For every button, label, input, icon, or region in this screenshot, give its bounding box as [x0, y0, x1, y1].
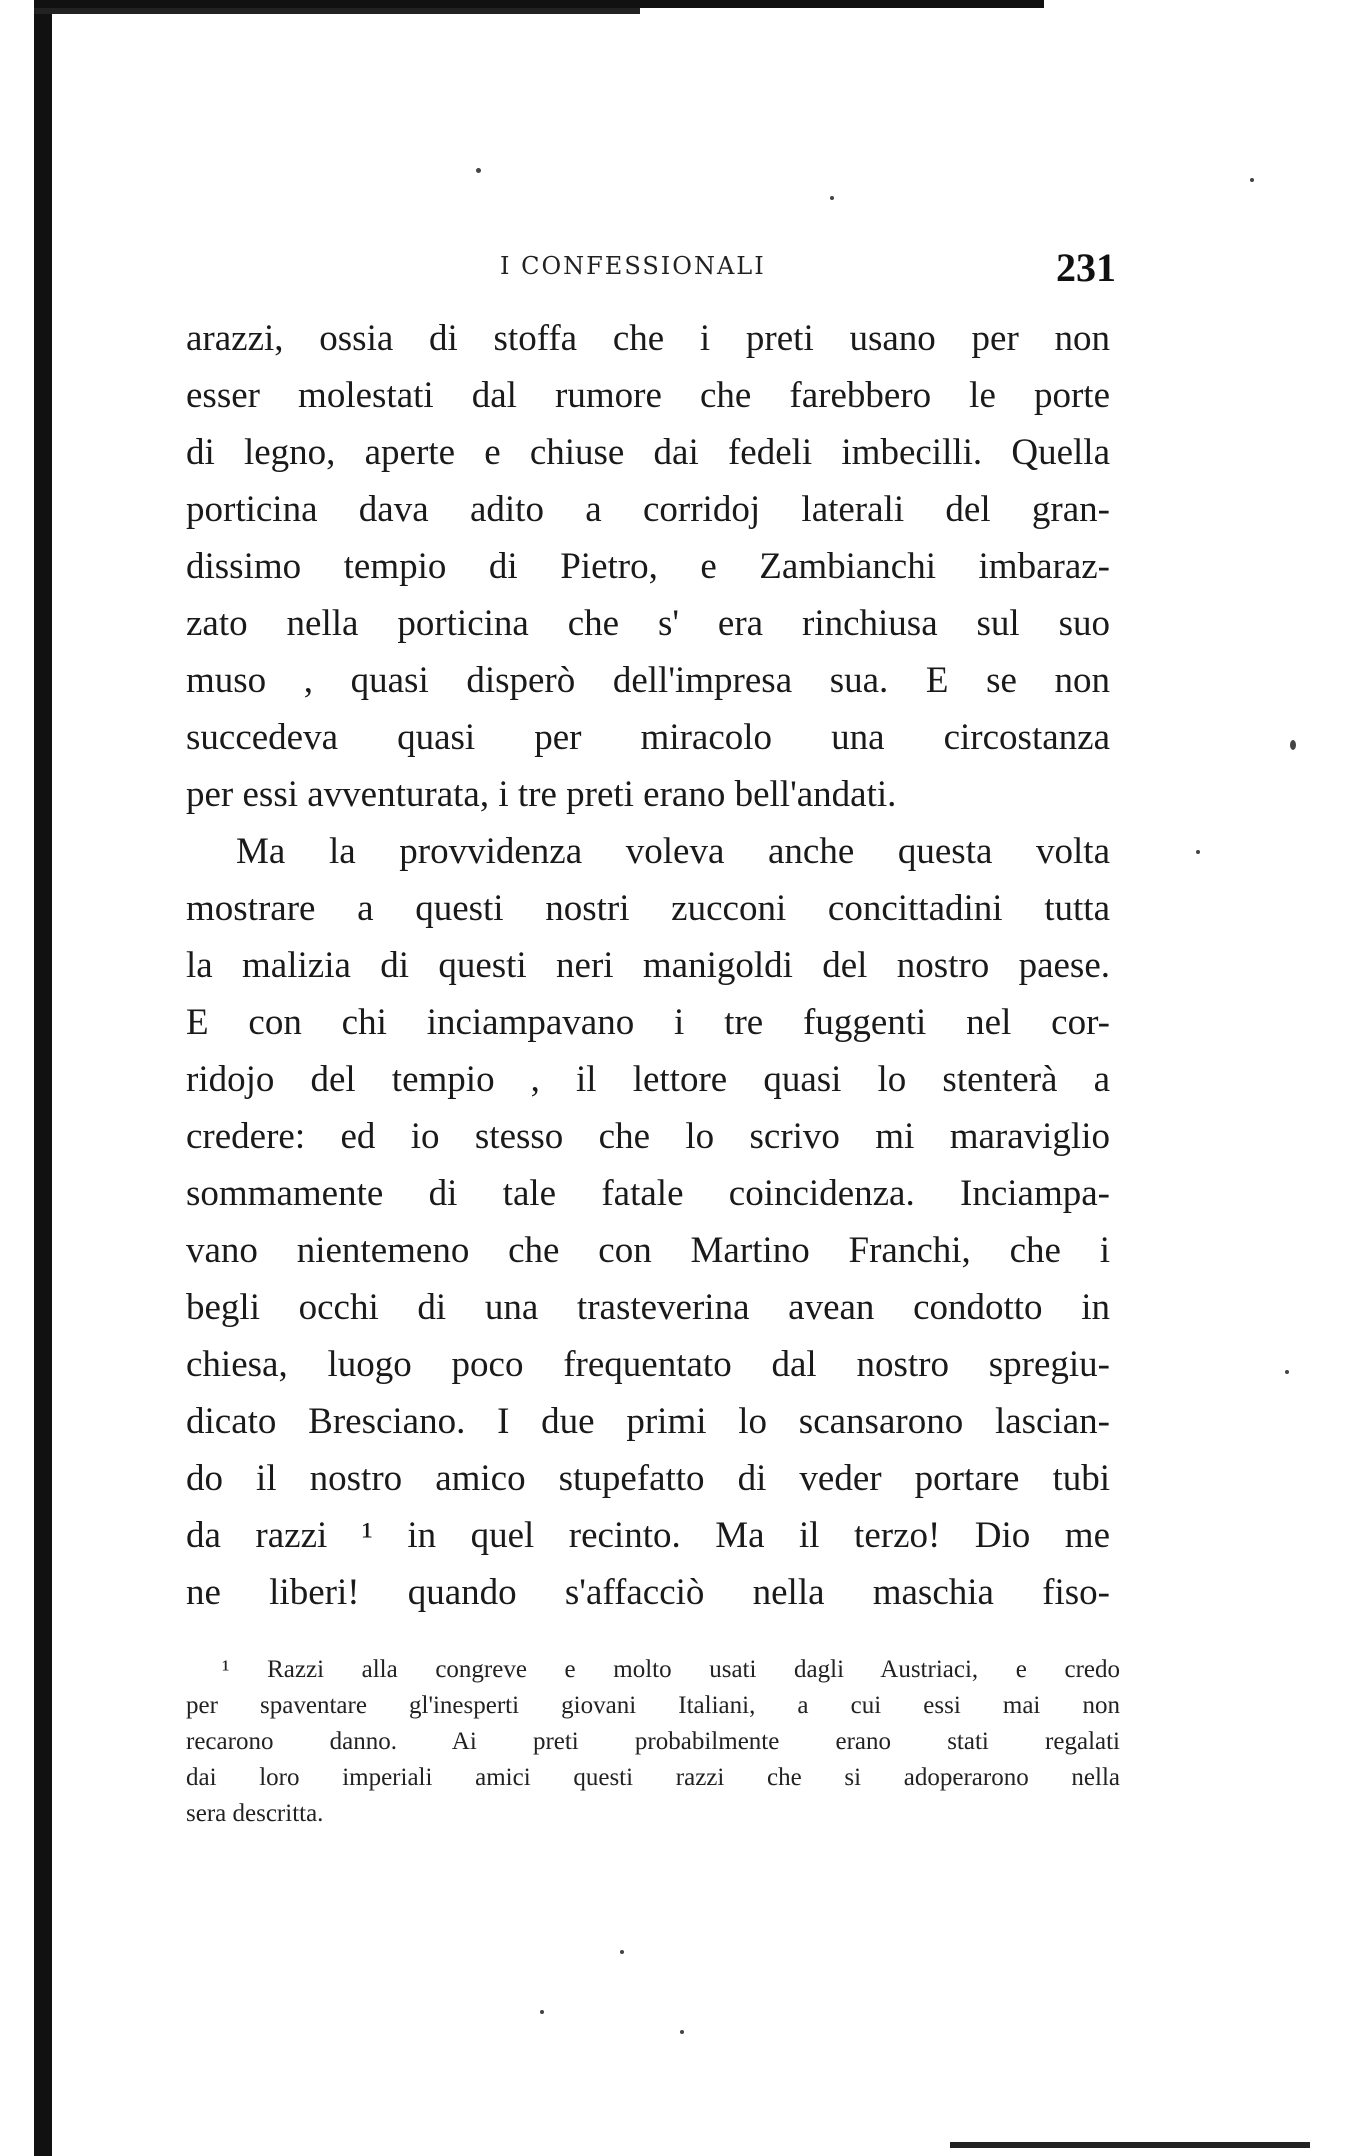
footnote-line: ¹ Razzi alla congreve e molto usati dagli Austriaci, e credo [222, 1656, 1120, 1683]
scan-border-bottom [950, 2142, 1310, 2148]
scan-speck [1196, 850, 1200, 854]
text-line: arazzi, ossia di stoffa che i preti usano per non [186, 318, 1110, 359]
scan-speck [680, 2030, 684, 2034]
scan-speck [1285, 1370, 1289, 1374]
page-number: 231 [1056, 245, 1116, 290]
text-line: ridojo del tempio , il lettore quasi lo stenterà a [186, 1059, 1110, 1100]
scan-border-top [34, 0, 1044, 26]
text-line: di legno, aperte e chiuse dai fedeli imbecilli. Quella [186, 432, 1110, 473]
scan-speck [830, 196, 834, 200]
scan-speck [1290, 740, 1296, 750]
footnote-line: sera descritta. [186, 1800, 324, 1827]
text-line: dicato Bresciano. I due primi lo scansarono lascian- [186, 1401, 1110, 1442]
footnote-line: recarono danno. Ai preti probabilmente erano stati regalati [186, 1728, 1120, 1755]
text-line: succedeva quasi per miracolo una circostanza [186, 717, 1110, 758]
text-line: per essi avventurata, i tre preti erano bell'andati. [186, 774, 897, 815]
body-text [186, 310, 1110, 1621]
running-title: I CONFESSIONALI [500, 252, 766, 280]
running-head [0, 245, 1361, 292]
text-line: ne liberi! quando s'affacciò nella maschia fiso- [186, 1572, 1110, 1613]
footnote-line: per spaventare gl'inesperti giovani Italiani, a cui essi mai non [186, 1692, 1120, 1719]
text-line: do il nostro amico stupefatto di veder portare tubi [186, 1458, 1110, 1499]
text-line: da razzi ¹ in quel recinto. Ma il terzo! Dio me [186, 1515, 1110, 1556]
text-line: esser molestati dal rumore che farebbero le porte [186, 375, 1110, 416]
scan-speck [620, 1950, 624, 1954]
scan-speck [1250, 178, 1254, 182]
text-line: la malizia di questi neri manigoldi del nostro paese. [186, 945, 1110, 986]
scan-speck [540, 2010, 544, 2014]
text-line: sommamente di tale fatale coincidenza. Inciampa- [186, 1173, 1110, 1214]
footnote-line: dai loro imperiali amici questi razzi che si adoperarono nella [186, 1764, 1120, 1791]
text-line: Ma la provvidenza voleva anche questa volta [236, 831, 1110, 872]
text-line: porticina dava adito a corridoj laterali del gran- [186, 489, 1110, 530]
scan-speck [476, 168, 481, 173]
text-line: chiesa, luogo poco frequentato dal nostro spregiu- [186, 1344, 1110, 1385]
text-line: E con chi inciampavano i tre fuggenti nel cor- [186, 1002, 1110, 1043]
text-line: vano nientemeno che con Martino Franchi, che i [186, 1230, 1110, 1271]
scan-border-left [34, 0, 52, 2156]
footnote [186, 1652, 1120, 1832]
text-line: credere: ed io stesso che lo scrivo mi maraviglio [186, 1116, 1110, 1157]
text-line: muso , quasi disperò dell'impresa sua. E se non [186, 660, 1110, 701]
text-line: dissimo tempio di Pietro, e Zambianchi imbaraz- [186, 546, 1110, 587]
text-line: mostrare a questi nostri zucconi concittadini tutta [186, 888, 1110, 929]
text-line: begli occhi di una trasteverina avean condotto in [186, 1287, 1110, 1328]
text-line: zato nella porticina che s' era rinchiusa sul suo [186, 603, 1110, 644]
